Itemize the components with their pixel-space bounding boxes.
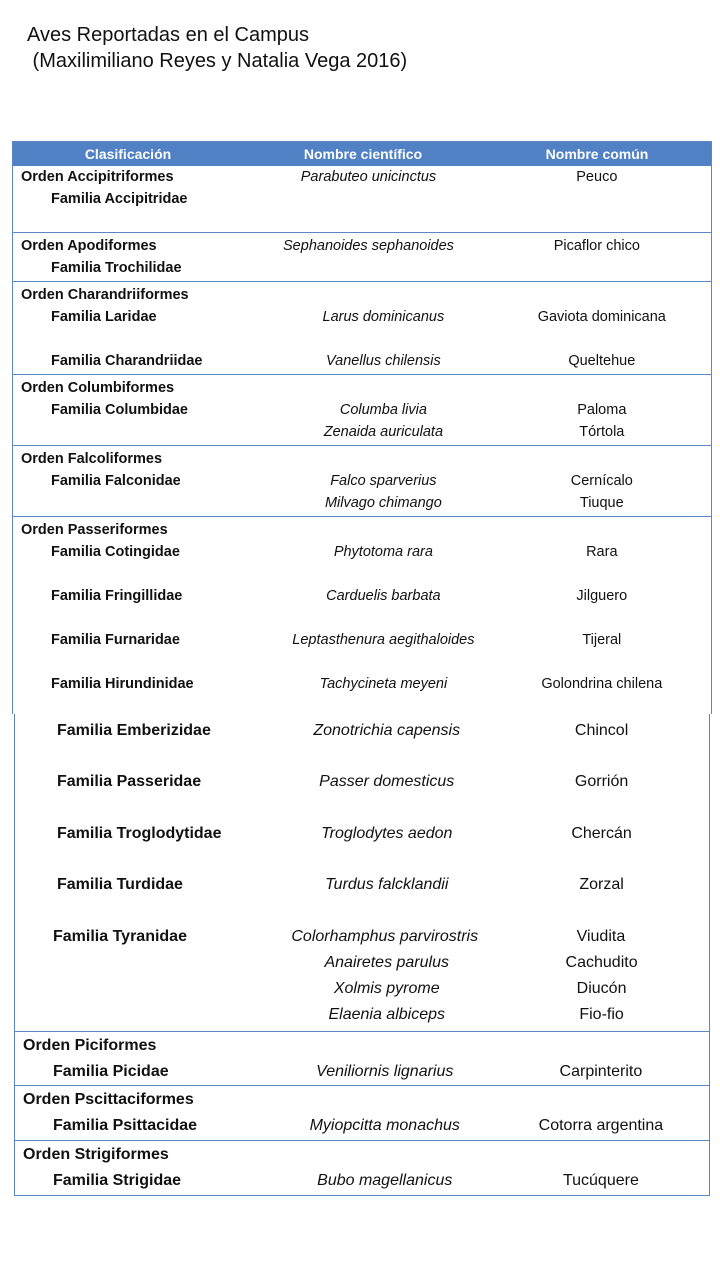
common-name: Viudita: [576, 928, 626, 945]
order-name: Orden Charandriiformes: [21, 287, 189, 303]
birds-table-top: [12, 141, 712, 714]
family-name: Familia Laridae: [51, 309, 157, 325]
common-name: Chercán: [571, 825, 632, 842]
common-name: Cachudito: [565, 954, 638, 971]
family-name: Familia Psittacidae: [53, 1117, 198, 1134]
common-name: Fio-fio: [579, 1006, 624, 1023]
order-row: [15, 1033, 709, 1059]
family-name: Familia Columbidae: [51, 402, 188, 418]
order-group: [13, 235, 711, 282]
family-row: [15, 950, 709, 976]
family-row: [13, 673, 711, 695]
common-name: Paloma: [577, 402, 627, 418]
header-nombre-comun: Nombre común: [545, 146, 649, 162]
scientific-name: Zenaida auriculata: [323, 424, 444, 440]
scientific-name: Columba livia: [339, 402, 427, 418]
order-name: Orden Strigiformes: [23, 1146, 169, 1163]
common-name: Cernícalo: [570, 473, 633, 489]
family-name: Familia Falconidae: [51, 473, 181, 489]
family-row: [15, 718, 709, 744]
page-title: [27, 22, 407, 74]
order-name: Orden Accipitriformes: [21, 169, 174, 185]
order-group: [13, 448, 711, 517]
family-row: [15, 924, 709, 950]
order-row: [15, 1087, 709, 1113]
birds-table-bottom: [14, 714, 710, 1196]
common-name: Picaflor chico: [553, 238, 640, 254]
family-name: Familia Furnaridae: [51, 632, 180, 648]
family-row: [15, 872, 709, 898]
family-row: [15, 976, 709, 1002]
order-group: [13, 166, 711, 233]
scientific-name: Veniliornis lignarius: [316, 1063, 454, 1080]
common-name: Queltehue: [568, 353, 636, 369]
order-group: [15, 1087, 709, 1141]
title-line-1: Aves Reportadas en el Campus: [27, 24, 310, 46]
family-name: Familia Emberizidae: [57, 722, 211, 739]
scientific-name: Anairetes parulus: [324, 954, 449, 971]
family-row: [13, 399, 711, 421]
family-name: Familia Trochilidae: [51, 260, 182, 276]
family-name: Familia Fringillidae: [51, 588, 183, 604]
order-name: Orden Falcoliformes: [21, 451, 163, 467]
order-group: [15, 1142, 709, 1195]
family-name: Familia Picidae: [53, 1063, 169, 1080]
family-row: [13, 257, 711, 279]
scientific-name: Xolmis pyrome: [333, 980, 440, 997]
table-header: [13, 141, 711, 166]
family-row: [15, 1002, 709, 1028]
family-row: [15, 821, 709, 847]
order-group: [15, 1033, 709, 1086]
family-row: [15, 769, 709, 795]
family-row: [13, 306, 711, 328]
order-name: Orden Passeriformes: [21, 522, 168, 538]
order-name: Orden Pscittaciformes: [23, 1091, 194, 1108]
common-name: Jilguero: [576, 588, 628, 604]
family-row: [15, 1059, 709, 1085]
title-line-2: (Maxilimiliano Reyes y Natalia Vega 2016): [27, 50, 408, 72]
common-name: Tijeral: [582, 632, 622, 648]
scientific-name: Bubo magellanicus: [317, 1172, 453, 1189]
family-row: [13, 350, 711, 372]
family-name: Familia Troglodytidae: [57, 825, 222, 842]
order-group: [13, 377, 711, 446]
common-name: Carpinterito: [559, 1063, 643, 1080]
family-name: Familia Strigidae: [53, 1172, 182, 1189]
family-row: [15, 1113, 709, 1139]
order-row: [13, 519, 711, 541]
family-row: [13, 585, 711, 607]
scientific-name: Colorhamphus parvirostris: [291, 928, 479, 945]
family-row: [13, 492, 711, 514]
family-name: Familia Tyranidae: [53, 928, 187, 945]
order-group: [13, 284, 711, 375]
scientific-name: Larus dominicanus: [322, 309, 445, 325]
family-row: [13, 188, 711, 210]
scientific-name: Phytotoma rara: [333, 544, 433, 560]
family-name: Familia Charandriidae: [51, 353, 203, 369]
common-name: Golondrina chilena: [541, 676, 663, 692]
common-name: Gaviota dominicana: [537, 309, 666, 325]
order-row: [13, 448, 711, 470]
order-name: Orden Piciformes: [23, 1037, 157, 1054]
family-name: Familia Cotingidae: [51, 544, 180, 560]
common-name: Tucúquere: [562, 1172, 639, 1189]
order-row: [13, 166, 711, 188]
common-name: Gorrión: [574, 773, 629, 790]
common-name: Zorzal: [579, 876, 624, 893]
family-row: [13, 541, 711, 563]
order-group: [13, 519, 711, 714]
family-name: Familia Passeridae: [57, 773, 202, 790]
order-row: [13, 377, 711, 399]
order-name: Orden Columbiformes: [21, 380, 175, 396]
scientific-name: Troglodytes aedon: [321, 825, 453, 842]
scientific-name: Tachycineta meyeni: [319, 676, 448, 692]
order-name: Orden Apodiformes: [21, 238, 157, 254]
common-name: Rara: [586, 544, 618, 560]
scientific-name: Vanellus chilensis: [326, 353, 441, 369]
family-row: [13, 629, 711, 651]
common-name: Tiuque: [579, 495, 624, 511]
scientific-name: Turdus falcklandii: [325, 876, 449, 893]
common-name: Chincol: [574, 722, 629, 739]
common-name: Peuco: [576, 169, 618, 185]
scientific-name: Sephanoides sephanoides: [283, 238, 454, 254]
scientific-name: Milvago chimango: [324, 495, 442, 511]
order-row: [13, 235, 711, 257]
family-row: [13, 470, 711, 492]
common-name: Diucón: [576, 980, 627, 997]
order-row: [13, 284, 711, 306]
family-name: Familia Turdidae: [57, 876, 183, 893]
scientific-name: Myiopcitta monachus: [309, 1117, 460, 1134]
scientific-name: Leptasthenura aegithaloides: [292, 632, 475, 648]
scientific-name: Carduelis barbata: [326, 588, 441, 604]
family-name: Familia Hirundinidae: [51, 676, 194, 692]
order-row: [15, 1142, 709, 1168]
common-name: Cotorra argentina: [538, 1117, 664, 1134]
scientific-name: Elaenia albiceps: [328, 1006, 445, 1023]
scientific-name: Parabuteo unicinctus: [300, 169, 437, 185]
family-name: Familia Accipitridae: [51, 191, 188, 207]
family-row: [15, 1168, 709, 1194]
header-nombre-cientifico: Nombre científico: [303, 146, 423, 162]
scientific-name: Zonotrichia capensis: [313, 722, 461, 739]
family-row: [13, 421, 711, 443]
header-clasificacion: Clasificación: [84, 146, 172, 162]
common-name: Tórtola: [579, 424, 625, 440]
order-group: [15, 718, 709, 1032]
scientific-name: Passer domesticus: [319, 773, 455, 790]
scientific-name: Falco sparverius: [330, 473, 437, 489]
